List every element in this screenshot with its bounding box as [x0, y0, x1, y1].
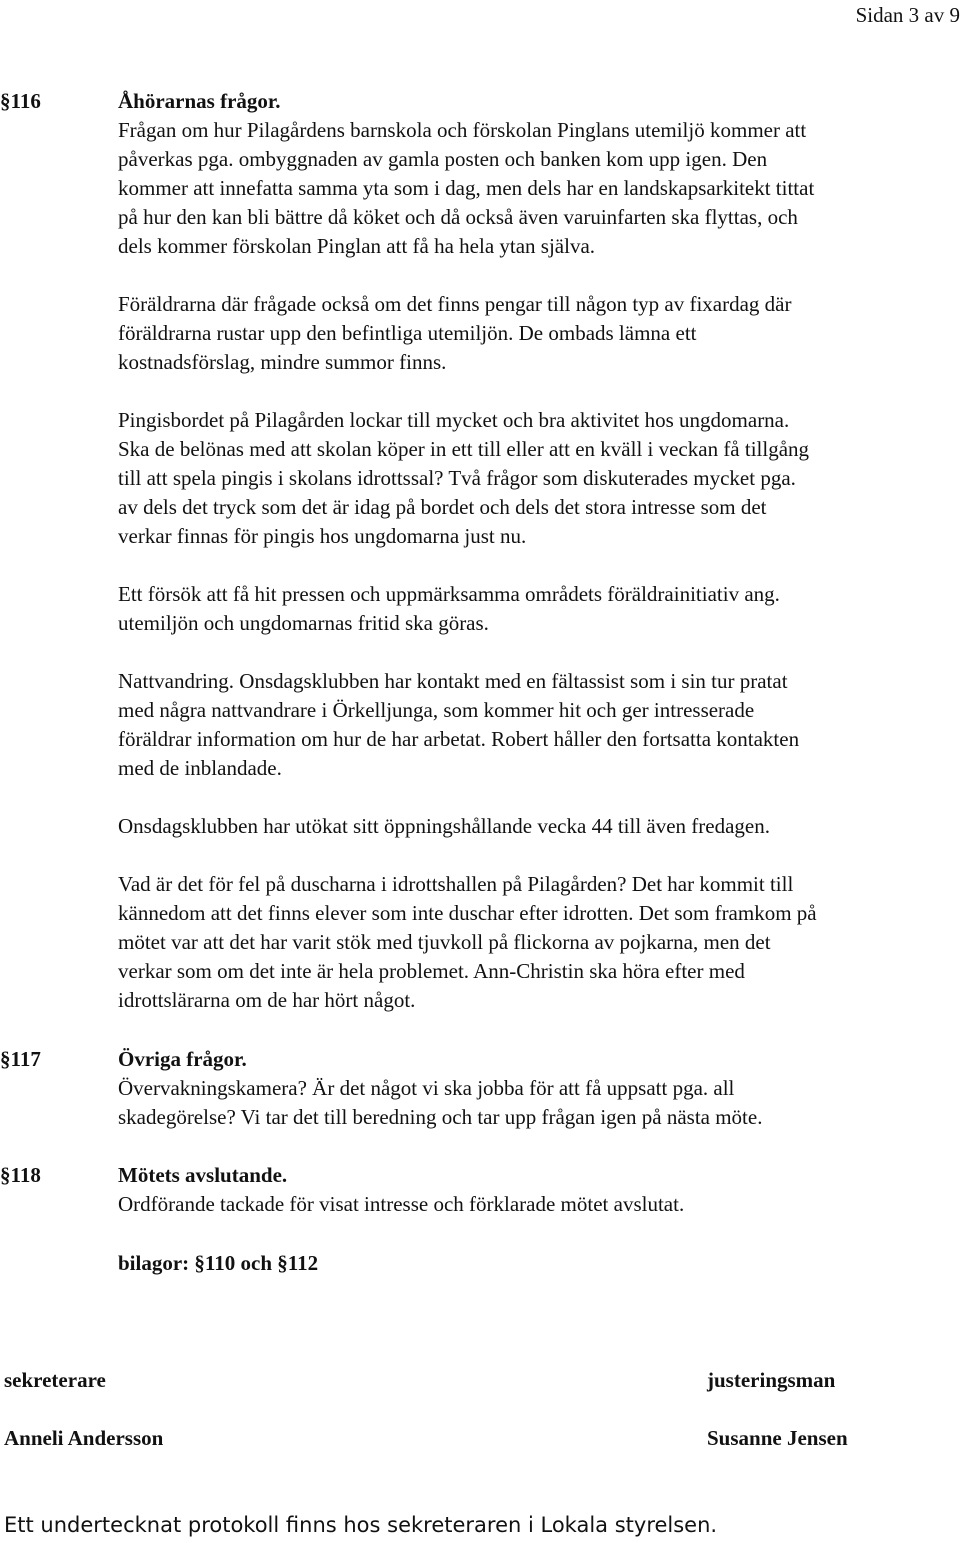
text-line: föräldrarna rustar upp den befintliga utemiljön. De ombads lämna ett	[118, 321, 697, 345]
section-body	[118, 1161, 960, 1219]
paragraph	[118, 870, 960, 1015]
paragraph	[118, 580, 960, 638]
text-line: föräldrar information om hur de har arbetat. Robert håller den fortsatta kontakten	[118, 727, 800, 751]
text-line: dels kommer förskolan Pinglan att få ha hela ytan själva.	[118, 234, 596, 258]
text-line: kommer att innefatta samma yta som i dag, men dels har en landskapsarkitekt tittat	[118, 176, 815, 200]
text-line: verkar finnas för pingis hos ungdomarna just nu.	[118, 524, 527, 548]
section-number: §118	[0, 1163, 41, 1187]
section-number: §116	[0, 89, 41, 113]
paragraph	[118, 667, 960, 783]
text-line: Frågan om hur Pilagårdens barnskola och förskolan Pinglans utemiljö kommer att	[118, 118, 807, 142]
text-line: Ett försök att få hit pressen och uppmärksamma områdets föräldrainitiativ ang.	[118, 582, 780, 606]
signature-label-adjuster: justeringsman	[707, 1368, 836, 1392]
text-line: av dels det tryck som det är idag på bordet och dels det stora intresse som det	[118, 495, 767, 519]
text-line: Vad är det för fel på duscharna i idrottshallen på Pilagården? Det har kommit till	[118, 872, 794, 896]
section-title: Mötets avslutande.	[118, 1163, 288, 1187]
text-line: idrottslärarna om de har hört något.	[118, 988, 416, 1012]
text-line: Onsdagsklubben har utökat sitt öppningshållande vecka 44 till även fredagen.	[118, 814, 770, 838]
text-line: Ordförande tackade för visat intresse och förklarade mötet avslutat.	[118, 1192, 685, 1216]
text-line: Föräldrarna där frågade också om det finns pengar till någon typ av fixardag där	[118, 292, 792, 316]
section-body	[118, 1045, 960, 1132]
paragraph	[118, 812, 960, 841]
text-line: med de inblandade.	[118, 756, 282, 780]
paragraph	[118, 290, 960, 377]
footer-note: Ett undertecknat protokoll finns hos sekreteraren i Lokala styrelsen.	[4, 1513, 718, 1537]
text-line: utemiljön och ungdomarnas fritid ska göras.	[118, 611, 489, 635]
signature-name-adjuster: Susanne Jensen	[707, 1426, 848, 1450]
paragraph	[118, 116, 960, 261]
text-line: till att spela pingis i skolans idrottssal? Två frågor som diskuterades mycket pga.	[118, 466, 796, 490]
paragraph	[118, 406, 960, 551]
signature-label-secretary: sekreterare	[4, 1368, 106, 1392]
text-line: mötet var att det har varit stök med tjuvkoll på flickorna av pojkarna, men det	[118, 930, 771, 954]
text-line: Nattvandring. Onsdagsklubben har kontakt med en fältassist som i sin tur pratat	[118, 669, 788, 693]
text-line: kostnadsförslag, mindre summor finns.	[118, 350, 447, 374]
text-line: kännedom att det finns elever som inte duschar efter idrotten. Det som framkom på	[118, 901, 817, 925]
signature-name-secretary: Anneli Andersson	[4, 1426, 164, 1450]
section-number: §117	[0, 1047, 41, 1071]
page-number: Sidan 3 av 9	[855, 3, 960, 27]
text-line: på hur den kan bli bättre då köket och då också även varuinfarten ska flyttas, och	[118, 205, 798, 229]
section-title: Åhörarnas frågor.	[118, 89, 281, 113]
attachments-note: bilagor: §110 och §112	[118, 1251, 319, 1275]
section-body	[118, 87, 960, 1015]
text-line: påverkas pga. ombyggnaden av gamla posten och banken kom upp igen. Den	[118, 147, 768, 171]
text-line: Ska de belönas med att skolan köper in ett till eller att en kväll i veckan få tillgång	[118, 437, 810, 461]
text-line: Pingisbordet på Pilagården lockar till mycket och bra aktivitet hos ungdomarna.	[118, 408, 790, 432]
text-line: Övervakningskamera? Är det något vi ska jobba för att få uppsatt pga. all	[118, 1076, 735, 1100]
section-title: Övriga frågor.	[118, 1047, 247, 1071]
paragraph	[118, 1074, 960, 1132]
text-line: skadegörelse? Vi tar det till beredning och tar upp frågan igen på nästa möte.	[118, 1105, 763, 1129]
paragraph	[118, 1190, 960, 1219]
text-line: verkar som om det inte är hela problemet. Ann-Christin ska höra efter med	[118, 959, 745, 983]
text-line: med några nattvandrare i Örkelljunga, som kommer hit och ger intresserade	[118, 698, 755, 722]
